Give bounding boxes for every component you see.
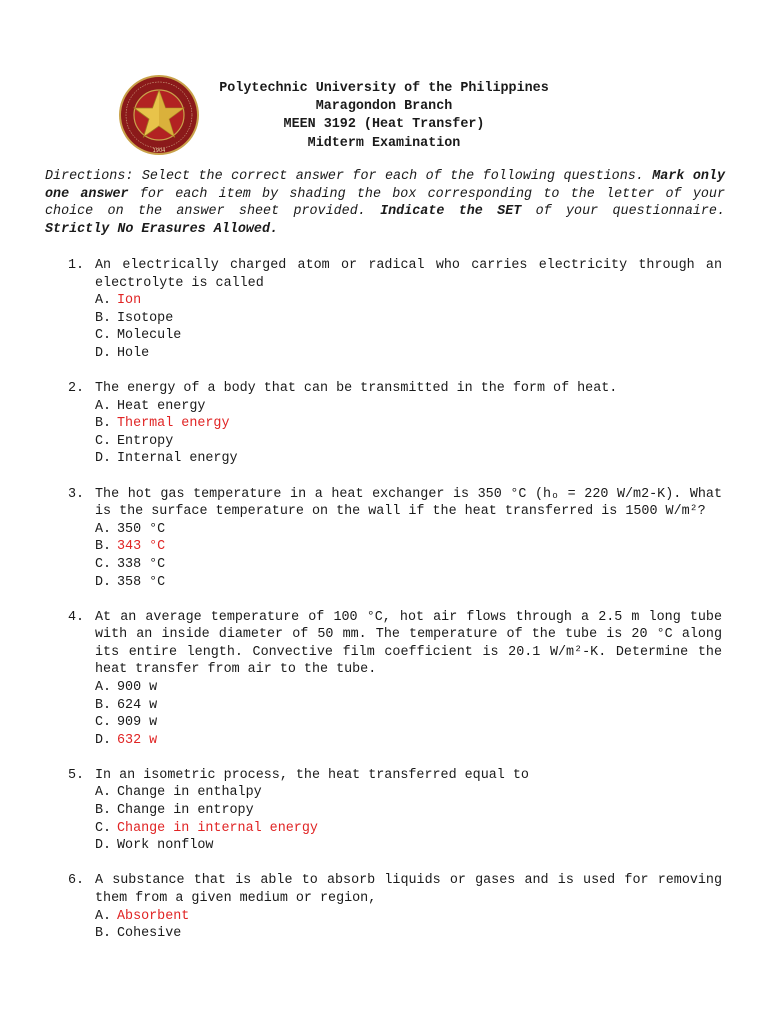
question-text: The hot gas temperature in a heat exchanger is 350 °C (hₒ = 220 W/m2-K). What is the surface temperature on the wall if the heat transferred is 1500 W/m²? [95,486,722,520]
correct-answer-text: 632 w [117,732,158,748]
question-item [0,609,768,750]
option-text: Heat energy [117,398,206,414]
option-letter: C. [95,715,112,731]
question-item [0,380,768,468]
option-letter: C. [95,328,112,344]
answer-option [95,415,768,433]
option-text: Internal energy [117,451,238,467]
answer-option [95,925,768,943]
option-letter: A. [95,908,112,924]
question-number: 4. [68,609,85,625]
option-letter: B. [95,310,112,326]
option-text: 909 w [117,715,158,731]
answer-option [95,802,768,820]
course-title: MEEN 3192 (Heat Transfer) [283,117,485,133]
answer-option [95,837,768,855]
branch-name: Maragondon Branch [315,99,453,115]
exam-title: Midterm Examination [307,135,461,151]
directions-text-3: of your questionnaire. [521,204,725,220]
correct-answer-text: 343 °C [117,539,166,555]
answer-option [95,732,768,750]
university-name: Polytechnic University of the Philippines [219,81,549,96]
option-letter: B. [95,926,112,942]
option-letter: C. [95,820,112,836]
option-text: Molecule [117,328,182,344]
option-letter: C. [95,556,112,572]
option-letter: B. [95,697,112,713]
correct-answer-text: Absorbent [117,908,190,924]
option-letter: B. [95,539,112,555]
question-number: 6. [68,873,85,889]
question-item [0,486,768,592]
correct-answer-text: Ion [117,293,142,309]
option-letter: A. [95,679,112,695]
answer-option [95,697,768,715]
question-item [0,257,768,363]
question-text: At an average temperature of 100 °C, hot air flows through a 2.5 m long tube with an inside diameter of 50 mm. The temperature of the tube is 20 °C along its entire length. Convective film coefficient is 20.1 W/m²-K. Determine the heat transfer from air to the tube. [95,609,722,678]
option-text: Entropy [117,433,174,449]
answer-option [95,398,768,416]
university-seal-logo [117,73,201,157]
directions-text-2: for each item by shading the box corresponding to the letter of your choice on the answer sheet provided. [45,186,726,220]
option-text: Work nonflow [117,838,214,854]
option-letter: D. [95,732,112,748]
question-item [0,767,768,855]
option-text: 338 °C [117,556,166,572]
question-text: A substance that is able to absorb liquids or gases and is used for removing them from a given medium or region, [95,873,722,906]
option-letter: C. [95,433,112,449]
answer-option [95,820,768,838]
directions-bold-3: Strictly No Erasures Allowed. [45,221,279,237]
correct-answer-text: Change in internal energy [117,820,318,836]
seal-year: 1904 [152,148,166,154]
question-text: The energy of a body that can be transmitted in the form of heat. [95,381,618,397]
answer-option [95,574,768,592]
answer-option [95,292,768,310]
directions-bold-1: Mark only one answer [45,169,725,202]
option-letter: B. [95,803,112,819]
option-letter: D. [95,574,112,590]
correct-answer-text: Thermal energy [117,416,230,432]
answer-option [95,714,768,732]
answer-option [95,310,768,328]
answer-option [95,327,768,345]
answer-option [95,433,768,451]
directions-text-1: Directions: Select the correct answer for each of the following questions. [45,169,653,184]
option-text: 900 w [117,679,158,695]
question-list [0,257,768,960]
answer-option [95,521,768,539]
option-text: Change in enthalpy [117,785,262,801]
answer-option [95,784,768,802]
answer-option [95,908,768,926]
directions-bold-2: Indicate the SET [380,204,522,220]
question-text: An electrically charged atom or radical who carries electricity through an electrolyte is called [95,258,722,291]
option-letter: A. [95,521,112,537]
directions-paragraph [45,168,725,238]
answer-option [95,556,768,574]
option-letter: D. [95,838,112,854]
question-text: In an isometric process, the heat transferred equal to [95,767,529,783]
option-letter: A. [95,398,112,414]
answer-option [95,538,768,556]
answer-option [95,345,768,363]
question-number: 5. [68,767,85,783]
option-letter: A. [95,785,112,801]
option-letter: D. [95,345,112,361]
option-text: Change in entropy [117,803,254,819]
option-text: 350 °C [117,521,166,537]
answer-option [95,679,768,697]
exam-header [200,80,568,153]
option-text: 358 °C [117,574,166,590]
question-number: 3. [68,486,85,502]
option-letter: D. [95,451,112,467]
option-letter: B. [95,416,112,432]
answer-option [95,450,768,468]
question-item [0,872,768,942]
option-text: Cohesive [117,926,182,942]
option-text: 624 w [117,697,158,713]
option-text: Isotope [117,310,174,326]
option-text: Hole [117,345,150,361]
question-number: 1. [68,258,85,273]
option-letter: A. [95,293,112,309]
question-number: 2. [68,381,85,397]
